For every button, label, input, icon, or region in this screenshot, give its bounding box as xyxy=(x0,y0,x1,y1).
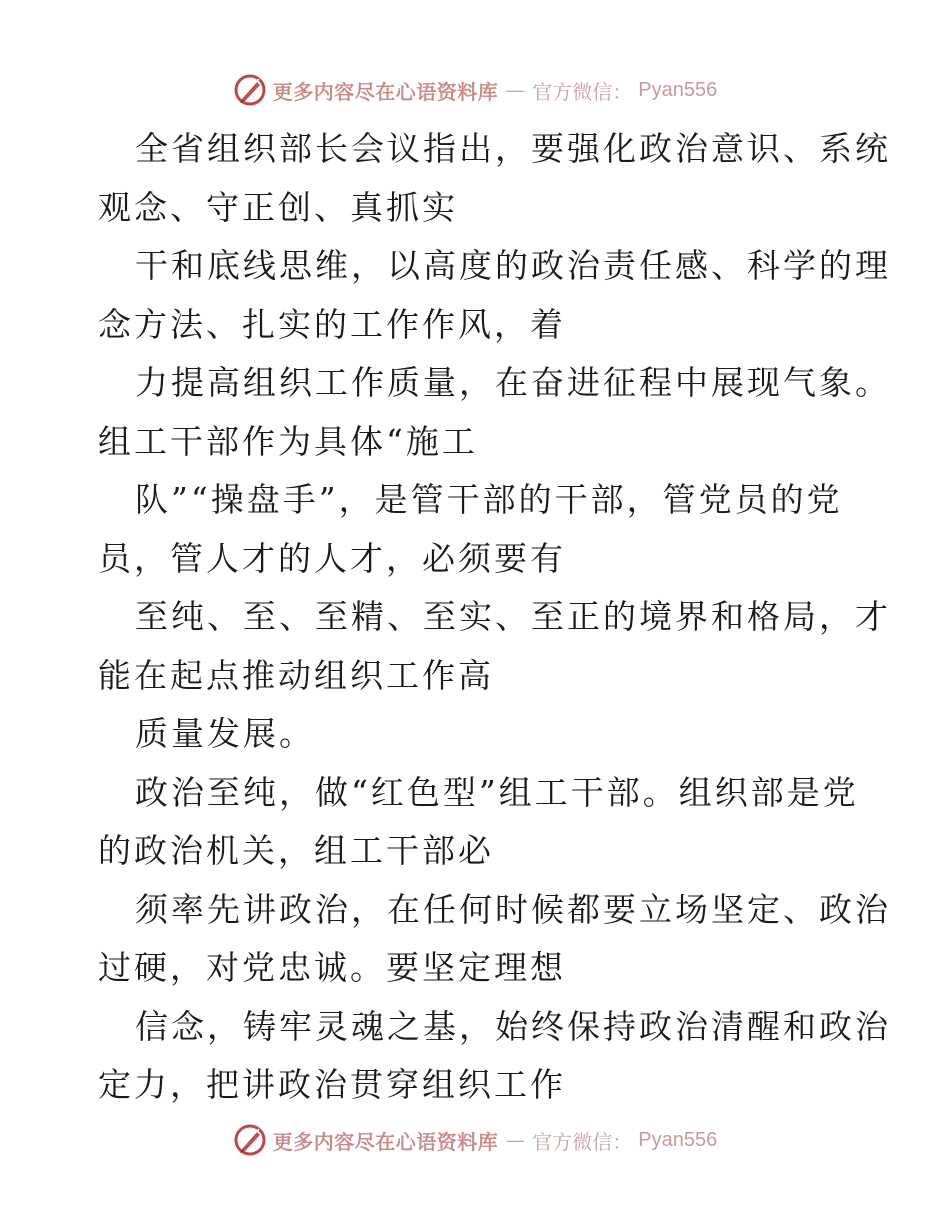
text-line: 队”“操盘手”，是管干部的干部，管党员的党 xyxy=(135,480,843,519)
watermark-dash: — xyxy=(506,1129,525,1150)
text-line: 信念，铸牢灵魂之基，始终保持政治清醒和政治 xyxy=(135,1006,891,1046)
text-line: 组工干部作为具体“施工 xyxy=(98,421,478,461)
text-line: 力提高组织工作质量，在奋进征程中展现气象。 xyxy=(135,363,891,402)
text-line: 观念、守正创、真抓实 xyxy=(98,187,458,227)
watermark-dash: — xyxy=(506,79,525,100)
body-text xyxy=(98,120,891,1115)
text-line: 全省组织部长会议指出，要强化政治意识、系统 xyxy=(135,129,891,168)
footer-watermark xyxy=(0,1120,950,1160)
text-line: 至纯、至、至精、至实、至正的境界和格局，才 xyxy=(135,597,891,636)
watermark-title: 更多内容尽在心语资料库 xyxy=(272,79,499,104)
text-line: 员，管人才的人才，必须要有 xyxy=(98,538,566,578)
header-watermark xyxy=(0,70,950,110)
watermark-official-label: 官方微信： xyxy=(532,79,633,104)
watermark-official-label: 官方微信： xyxy=(532,1129,633,1154)
watermark-title: 更多内容尽在心语资料库 xyxy=(272,1129,499,1154)
text-line: 能在起点推动组织工作高 xyxy=(98,655,494,695)
text-line: 质量发展。 xyxy=(135,714,315,753)
text-line: 的政治机关，组工干部必 xyxy=(98,831,494,870)
watermark-wechat-id: Pyan556 xyxy=(638,1128,718,1151)
text-line: 过硬，对党忠诚。要坚定理想 xyxy=(98,948,566,987)
text-line: 念方法、扎实的工作作风，着 xyxy=(98,304,566,344)
text-line: 政治至纯，做“红色型”组工干部。组织部是党 xyxy=(135,772,859,812)
quill-pen-logo-icon xyxy=(233,1123,267,1157)
text-line: 干和底线思维，以高度的政治责任感、科学的理 xyxy=(135,246,891,285)
text-line: 须率先讲政治，在任何时候都要立场坚定、政治 xyxy=(135,889,891,929)
text-line: 定力，把讲政治贯穿组织工作 xyxy=(98,1065,566,1104)
watermark-wechat-id: Pyan556 xyxy=(638,78,718,101)
quill-pen-logo-icon xyxy=(233,73,267,107)
